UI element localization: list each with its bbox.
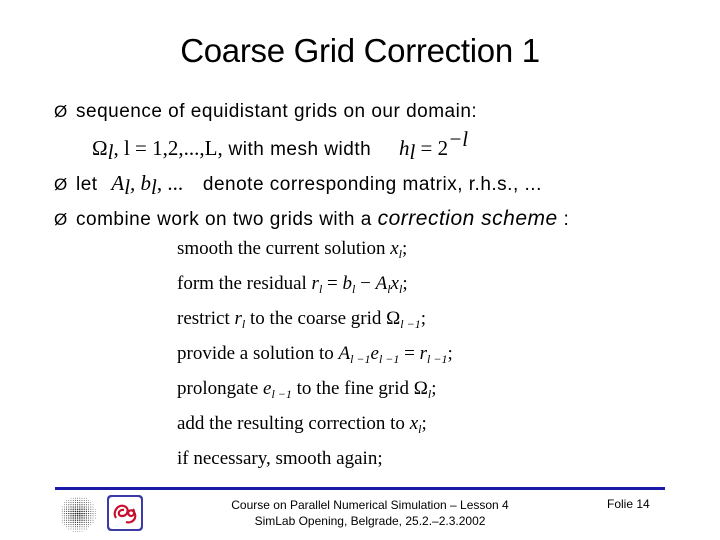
footer-divider [55,487,665,490]
step-text: to the coarse grid [245,308,387,329]
rhs-b-subscript: l [151,175,157,199]
algo-step-2 [177,273,408,295]
bullet-1-text: sequence of equidistant grids on our domain: [76,101,478,122]
simlab-logo-icon [106,494,144,532]
eq-sign: = [322,273,343,294]
omega-symbol: Ω [386,308,401,329]
mesh-eq: = 2 [415,136,449,160]
sub-l-minus-1: l −1 [400,317,421,331]
step-end: ; [431,378,437,399]
sub-l-minus-1: l −1 [271,387,292,401]
var-e: e [263,378,272,399]
sub-l-minus-1: l −1 [350,352,371,366]
step-end: ; [420,308,426,329]
algo-step-6 [177,413,427,435]
step-text: to the fine grid [291,378,414,399]
step-end: ; [401,238,408,259]
bullet-2 [54,171,542,199]
matrix-A-subscript: l [124,175,131,199]
sub-l: l [398,282,403,296]
bullet-2-let: let [76,174,98,195]
step-end: ; [402,273,408,294]
sub-l: l [398,247,402,261]
omega-symbol: Ω [92,136,108,160]
dots: , ... [156,171,184,195]
bullet-3-text: combine work on two grids with a [76,209,372,230]
mesh-h: h [398,136,410,160]
mesh-exponent: −l [448,127,469,151]
bullet-3-colon: : [557,209,570,230]
step-text: add the resulting correction to [177,413,410,434]
step-text: prolongate [177,378,264,399]
minus-sign: − [355,273,376,294]
arrow-bullet-icon: Ø [54,210,68,229]
mesh-width-label: with mesh width [228,139,372,160]
var-r: r [419,343,428,364]
step-text: if necessary, smooth again; [177,448,383,469]
footer-course-info [180,497,560,529]
step-text: form the residual [177,273,312,294]
step-text: smooth the current solution [177,238,391,259]
sub-l-minus-1: l −1 [378,352,400,366]
var-e: e [370,343,379,364]
bullet-3 [54,207,569,231]
sub-l: l [241,317,246,331]
algo-step-7 [177,448,383,470]
var-x: x [390,238,399,259]
footer-line-2: SimLab Opening, Belgrade, 25.2.–2.3.2002 [254,514,486,528]
var-x: x [390,273,399,294]
var-x: x [409,413,419,434]
step-text: restrict [177,308,235,329]
omega-subscript: l [107,140,114,164]
algo-step-1 [177,238,407,260]
algo-step-3 [177,308,426,330]
algo-step-4 [177,343,453,365]
var-A: A [375,273,388,294]
dotted-sphere-logo-icon [58,494,98,534]
sub-l: l [418,422,422,436]
omega-symbol: Ω [413,378,428,399]
sub-l: l [318,282,323,296]
arrow-bullet-icon: Ø [54,102,68,121]
step-text: provide a solution to [177,343,339,364]
var-b: b [342,273,353,294]
index-range: , l = 1,2,...,L, [113,136,223,160]
eq-sign: = [399,343,420,364]
correction-scheme-phrase: correction scheme [377,207,558,230]
bullet-1 [54,101,477,123]
arrow-bullet-icon: Ø [54,175,68,194]
bullet-1-formula [92,127,469,164]
algo-step-5 [177,378,437,400]
mesh-h-subscript: l [409,140,416,164]
matrix-A: A [111,171,125,195]
sub-l: l [387,282,391,296]
var-r: r [311,273,319,294]
bullet-2-rest: denote corresponding matrix, r.h.s., ... [202,174,542,195]
rhs-b: , b [130,171,152,195]
sub-l-minus-1: l −1 [427,352,448,366]
step-end: ; [421,413,427,434]
var-r: r [234,308,242,329]
var-A: A [338,343,351,364]
slide-number: Folie 14 [607,497,650,511]
footer-line-1: Course on Parallel Numerical Simulation – Lesson 4 [231,498,509,512]
slide-title: Coarse Grid Correction 1 [180,32,540,69]
sub-l: l [427,387,432,401]
sub-l: l [352,282,356,296]
step-end: ; [447,343,453,364]
